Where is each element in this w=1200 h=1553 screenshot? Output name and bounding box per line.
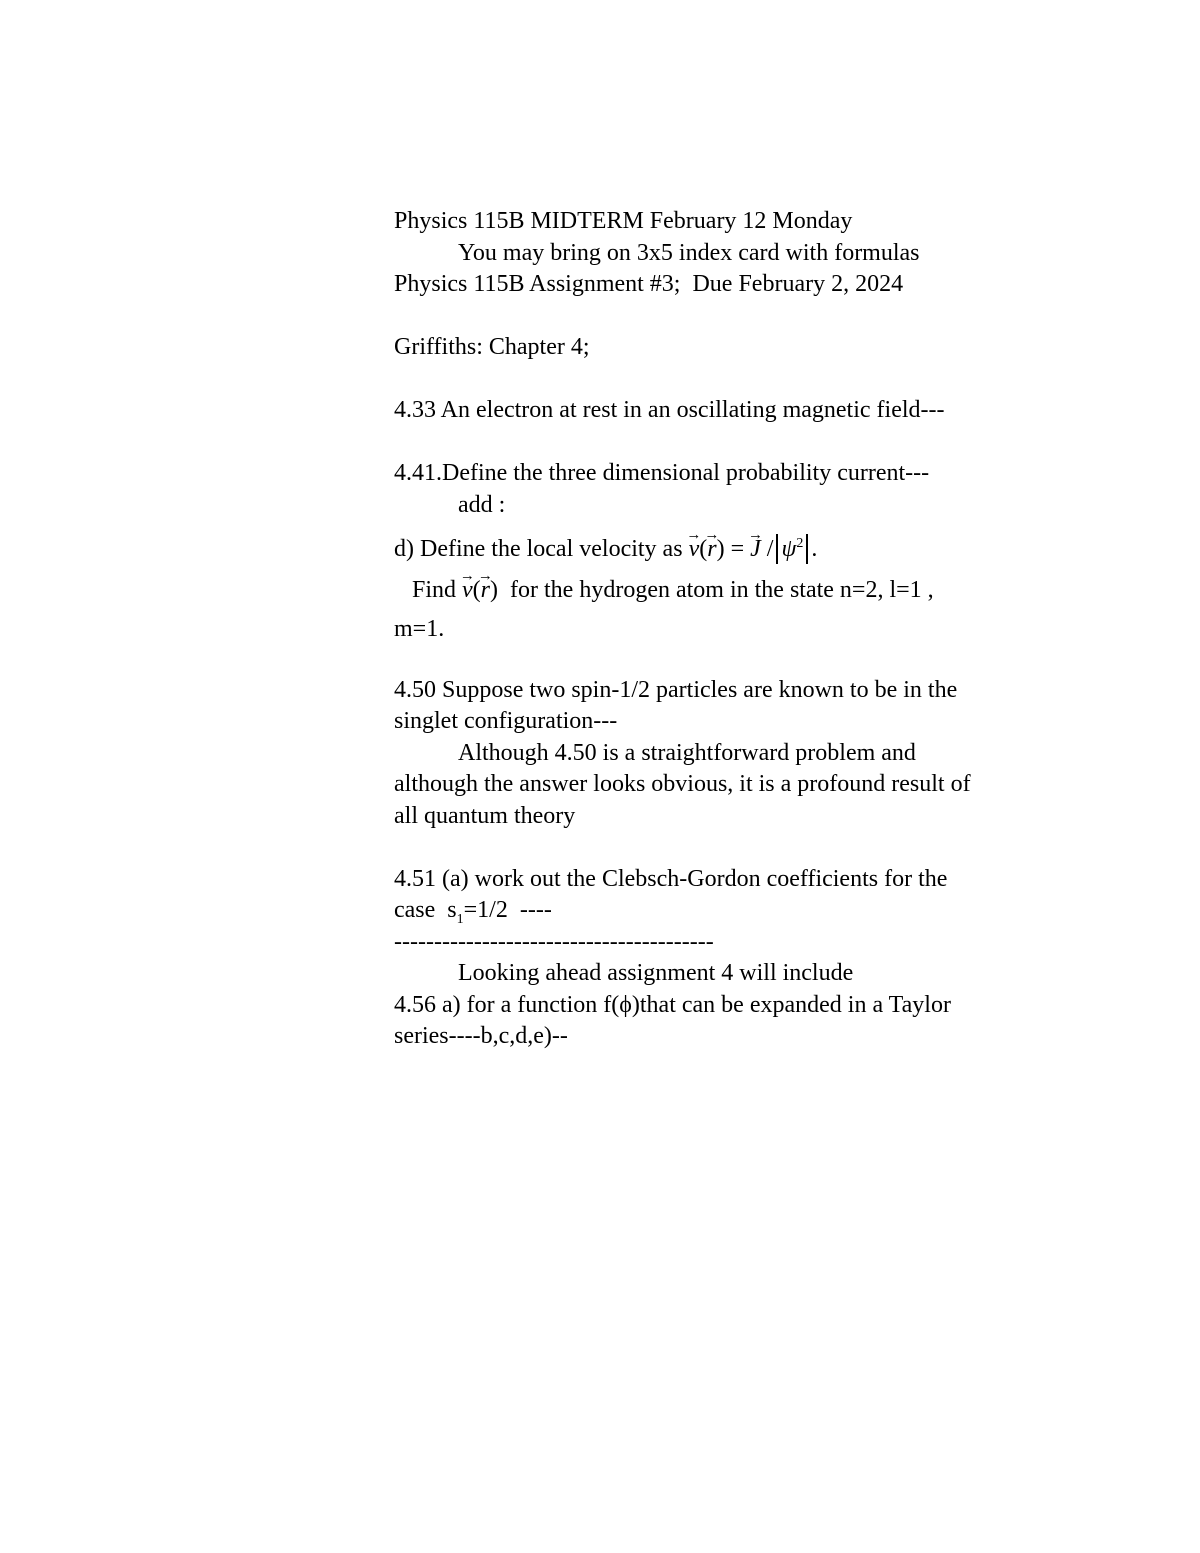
find-text: Find <box>412 577 463 603</box>
problem-4-50-cont: singlet configuration--- <box>394 708 618 734</box>
assignment-heading: Physics 115B Assignment #3; Due February 2, 2024 <box>394 271 904 297</box>
psi-exponent: 2 <box>796 536 804 551</box>
case-subscript: 1 <box>456 911 464 927</box>
problem-4-51: 4.51 (a) work out the Clebsch-Gordon coefficients for the <box>394 866 948 892</box>
looking-ahead: Looking ahead assignment 4 will include <box>458 960 854 986</box>
abs-bar-right <box>806 534 808 564</box>
problem-4-41: 4.41.Define the three dimensional probability current--- <box>394 460 930 486</box>
index-card-note: You may bring on 3x5 index card with formulas <box>458 240 920 266</box>
case-text: case s <box>394 897 457 923</box>
problem-4-41-find <box>412 574 934 606</box>
eq-period: . <box>811 536 818 562</box>
velocity-expression <box>462 577 498 603</box>
eq-equals: = <box>724 536 751 562</box>
current-symbol: → J <box>750 533 761 565</box>
divider-line: ---------------------------------------- <box>394 929 714 955</box>
problem-4-50: 4.50 Suppose two spin-1/2 particles are known to be in the <box>394 677 958 703</box>
problem-4-50-note-end: all quantum theory <box>394 803 576 829</box>
abs-bar-left <box>776 534 778 564</box>
find-paren-close: ) <box>490 577 499 603</box>
problem-4-50-note: Although 4.50 is a straightforward problem and <box>458 740 916 766</box>
problem-4-41-part-d <box>394 528 817 565</box>
find-velocity-symbol: → v <box>462 574 473 606</box>
find-position-symbol: → r <box>481 574 490 606</box>
psi-symbol: ψ <box>781 536 797 562</box>
velocity-symbol: → v <box>689 533 700 565</box>
problem-4-56: 4.56 a) for a function f(ϕ)that can be expanded in a Taylor <box>394 992 951 1018</box>
part-d-text: d) Define the local velocity as <box>394 536 689 562</box>
eq-paren-open: ( <box>699 536 708 562</box>
problem-4-56-cont: series----b,c,d,e)-- <box>394 1023 568 1049</box>
problem-4-41-add: add : <box>458 492 506 518</box>
problem-4-33: 4.33 An electron at rest in an oscillating magnetic field--- <box>394 397 945 423</box>
case-value: =1/2 ---- <box>463 897 552 923</box>
find-paren-open: ( <box>472 577 481 603</box>
midterm-heading: Physics 115B MIDTERM February 12 Monday <box>394 208 853 234</box>
eq-paren-close: ) <box>716 536 725 562</box>
problem-4-50-note-cont: although the answer looks obvious, it is a profound result of <box>394 771 971 797</box>
velocity-equation <box>689 536 818 562</box>
chapter-reference: Griffiths: Chapter 4; <box>394 334 590 360</box>
find-state-text: for the hydrogen atom in the state n=2, l=1 , <box>498 577 934 603</box>
eq-slash: / <box>760 536 774 562</box>
position-symbol: → r <box>707 533 716 565</box>
problem-4-41-m: m=1. <box>394 616 445 642</box>
